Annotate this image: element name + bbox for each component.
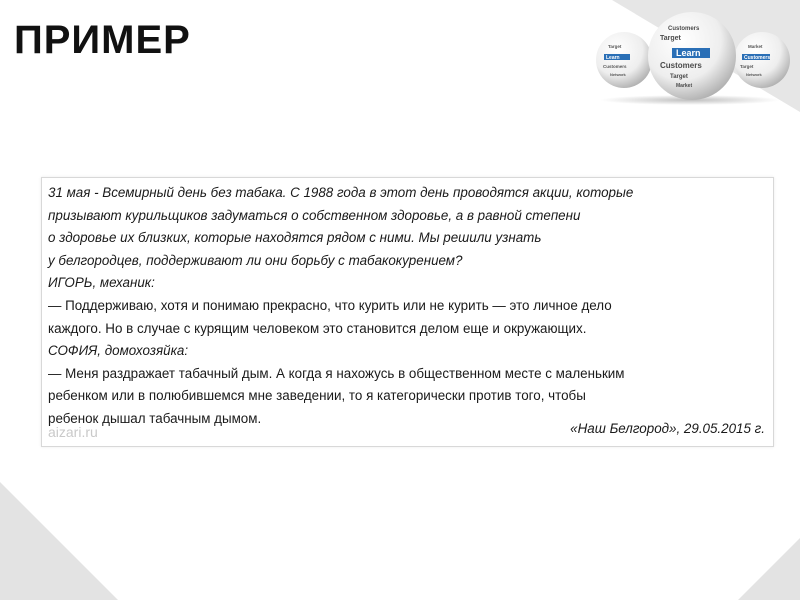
svg-text:Learn: Learn bbox=[676, 48, 701, 58]
svg-text:Market: Market bbox=[748, 44, 763, 49]
quote-source: «Наш Белгород», 29.05.2015 г. bbox=[570, 421, 765, 436]
svg-text:Learn: Learn bbox=[606, 55, 620, 61]
quote-line: каждого. Но в случае с курящим человеком это становится делом еще и окружающих. bbox=[48, 320, 587, 336]
slide-title: ПРИМЕР bbox=[14, 18, 191, 62]
quote-line: ребенком или в полюбившемся мне заведении, то я категорически против того, чтобы bbox=[48, 388, 586, 404]
word-cloud-spheres-image bbox=[590, 6, 795, 106]
svg-text:Network: Network bbox=[610, 72, 626, 77]
svg-text:Target: Target bbox=[670, 74, 688, 80]
svg-text:Network: Network bbox=[746, 72, 762, 77]
svg-text:Market: Market bbox=[676, 83, 693, 89]
quote-text bbox=[48, 182, 765, 431]
newspaper-quote-box bbox=[41, 177, 774, 447]
svg-text:Customers: Customers bbox=[660, 61, 702, 70]
svg-text:Target: Target bbox=[608, 44, 622, 49]
quote-line: призывают курильщиков задуматься о собственном здоровье, а в равной степени bbox=[48, 207, 581, 223]
svg-text:Customers: Customers bbox=[744, 55, 771, 61]
svg-text:Target: Target bbox=[740, 64, 754, 69]
quote-line: у белгородцев, поддерживают ли они борьбу с табакокурением? bbox=[48, 252, 463, 268]
svg-text:Customers: Customers bbox=[668, 26, 700, 32]
quote-line: 31 мая - Всемирный день без табака. С 1988 года в этот день проводятся акции, которые bbox=[48, 185, 634, 200]
watermark: aizari.ru bbox=[48, 424, 98, 440]
quote-line: о здоровье их близких, которые находятся рядом с ними. Мы решили узнать bbox=[48, 230, 542, 246]
svg-text:Customers: Customers bbox=[603, 64, 627, 69]
corner-decoration-bottom-right bbox=[738, 538, 800, 600]
speaker-label: ИГОРЬ, механик: bbox=[48, 275, 155, 291]
quote-line: — Меня раздражает табачный дым. А когда я нахожусь в общественном месте с маленьким bbox=[48, 365, 625, 381]
quote-line: — Поддерживаю, хотя и понимаю прекрасно, что курить или не курить — это личное дело bbox=[48, 297, 612, 313]
quote-line: ребенок дышал табачным дымом. bbox=[48, 410, 262, 426]
svg-text:Target: Target bbox=[660, 35, 681, 42]
speaker-label: СОФИЯ, домохозяйка: bbox=[48, 343, 189, 359]
corner-decoration-bottom-left bbox=[0, 482, 118, 600]
